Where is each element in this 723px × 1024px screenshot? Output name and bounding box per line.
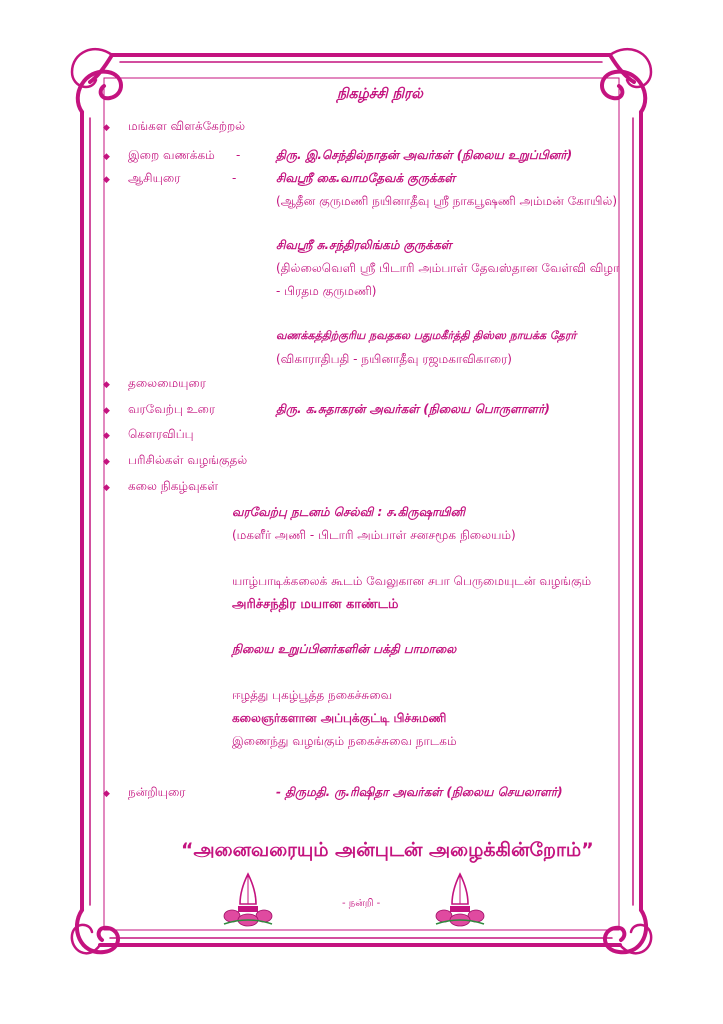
program-item-prizes: பரிசில்கள் வழங்குதல் — [128, 453, 248, 467]
blesser-name: சிவஸ்ரீ கை.வாமதேவக் குருக்கள் — [276, 171, 456, 185]
bullet-icon: ◆ — [103, 152, 110, 162]
separator-dash: - — [232, 171, 237, 185]
bullet-icon: ◆ — [103, 406, 110, 416]
lotus-icon — [436, 910, 484, 926]
arts-drama-title: அரிச்சந்திர மயான காண்டம் — [232, 597, 399, 612]
arts-members-song: நிலைய உறுப்பினர்களின் பக்தி பாமாலை — [232, 642, 457, 656]
bullet-icon: ◆ — [103, 380, 110, 390]
lotus-icon — [224, 910, 272, 926]
prayer-person: திரு. இ.செந்தில்நாதன் அவர்கள் (நிலைய உறுப்பினர்) — [276, 148, 573, 162]
praying-hands-icon — [220, 870, 276, 928]
bullet-icon: ◆ — [103, 123, 110, 133]
arts-dance: வரவேற்பு நடனம் செல்வி : ச.கிருஷாயினி — [232, 505, 465, 519]
blesser-role: (விகாராதிபதி - நயினாதீவு ரஜமகாவிகாரை) — [276, 352, 512, 366]
bullet-icon: ◆ — [103, 175, 110, 185]
program-item-blessing: ஆசியுரை — [128, 171, 181, 185]
arts-comedy-play: இணைந்து வழங்கும் நகைச்சுவை நாடகம் — [232, 734, 457, 748]
thanks-person: - திருமதி. ரு.ரிஷிதா அவர்கள் (நிலைய செயலாளர்) — [276, 785, 563, 799]
page-title: நிகழ்ச்சி நிரல் — [337, 86, 423, 102]
bullet-icon: ◆ — [103, 457, 110, 467]
invitation-text: “அனைவரையும் அன்புடன் அழைக்கின்றோம்” — [181, 839, 594, 861]
program-item-thanks: நன்றியுரை — [128, 785, 186, 799]
welcome-person: திரு. க.சுதாகரன் அவர்கள் (நிலைய பொருளாளர்) — [276, 402, 550, 416]
bullet-icon: ◆ — [103, 789, 110, 799]
program-item-honouring: கௌரவிப்பு — [128, 427, 194, 441]
arts-comedy-artists: கலைஞர்களான அப்புக்குட்டி பிச்சுமணி — [232, 711, 447, 725]
blesser-role-continued: - பிரதம குருமணி) — [276, 284, 377, 298]
arts-drama-intro: யாழ்பாடிக்கலைக் கூடம் வேலுகான சபா பெருமையுடன் வழங்கும் — [232, 574, 592, 588]
program-item-prayer: இறை வணக்கம் — [128, 148, 215, 162]
bullet-icon: ◆ — [103, 483, 110, 493]
bullet-icon: ◆ — [103, 431, 110, 441]
blesser-role: (ஆதீன குருமணி நயினாதீவு ஸ்ரீ நாகபூஷணி அம்மன் கோயில்) — [276, 194, 618, 208]
program-item-presidential: தலைமையுரை — [128, 376, 206, 390]
separator-dash: - — [236, 148, 241, 162]
arts-comedy-intro: ஈழத்து புகழ்பூத்த நகைச்சுவை — [232, 688, 393, 702]
blesser-role: (தில்லைவெளி ஸ்ரீ பிடாரி அம்பாள் தேவஸ்தான வேள்வி விழா — [276, 261, 620, 275]
footer-thanks: - நன்றி - — [342, 898, 381, 909]
blesser-name: சிவஸ்ரீ சு.சந்திரலிங்கம் குருக்கள் — [276, 238, 452, 252]
blesser-name: வணக்கத்திற்குரிய நவதகல பதுமகீர்த்தி திஸ்ஸ நாயக்க தேரர் — [276, 329, 577, 342]
praying-hands-icon — [432, 870, 488, 928]
program-item-arts: கலை நிகழ்வுகள் — [128, 479, 219, 493]
program-item-welcome: வரவேற்பு உரை — [128, 402, 216, 416]
program-item-lamp: மங்கள விளக்கேற்றல் — [128, 119, 246, 133]
arts-dance-group: (மகளீர் அணி - பிடாரி அம்பாள் சனசமூக நிலையம்) — [232, 528, 516, 542]
